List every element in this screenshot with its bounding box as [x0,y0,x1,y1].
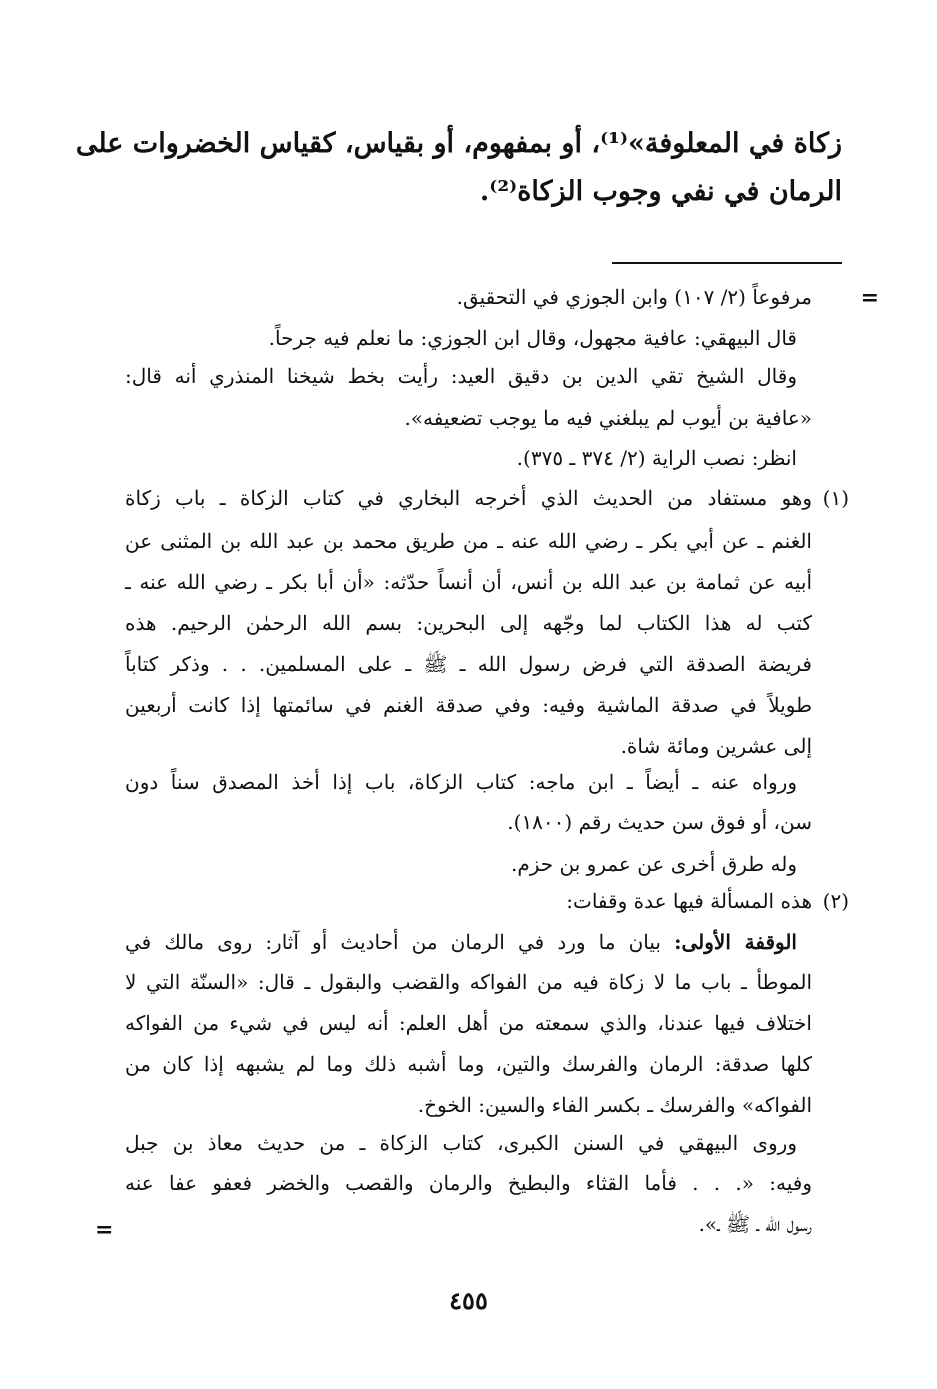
footnote-cont-line: انظر: نصب الراية (٢/ ٣٧٤ ـ ٣٧٥). [516,446,797,470]
footnote-1-line: كتب له هذا الكتاب لما وجّهه إلى البحرين: بسم الله الرحمٰن الرحيم. هذه [125,611,812,635]
footnote-2-line: الموطأ ـ باب ما لا زكاة فيه من الفواكه والقضب والبقول ـ قال: «السنّة التي لا [125,970,812,994]
footnote-1-line: إلى عشرين ومائة شاة. [620,734,812,758]
footnote-2-line: اختلاف فيها عندنا، والذي سمعته من أهل العلم: أنه ليس في شيء من الفواكه [125,1011,812,1035]
footnote-2-first-line [125,930,797,954]
footnote-2-intro: هذه المسألة فيها عدة وقفات: [566,889,812,913]
footnote-2-number: (٢) [822,889,849,913]
footnote-cont-line: قال البيهقي: عافية مجهول، وقال ابن الجوزي: ما نعلم فيه جرحاً. [268,326,797,350]
footnote-2-line: الفواكه» والفرسك ـ بكسر الفاء والسين: الخوخ. [417,1093,812,1117]
footnote-1-line: أبيه عن ثمامة بن عبد الله بن أنس، أن أنساً حدّثه: «أن أبا بكر ـ رضي الله عنه ـ [125,570,813,594]
footnote-1-line: سن، أو فوق سن حديث رقم (١٨٠٠). [507,810,812,834]
footnote-1-line: ورواه عنه ـ أيضاً ـ ابن ماجه: كتاب الزكاة، باب إذا أخذ المصدق سناً دون [125,770,797,794]
footnote-cont-line: مرفوعاً (٢/ ١٠٧) وابن الجوزي في التحقيق. [456,285,812,309]
main-text-line-1: زكاة في المعلوفة»⁽¹⁾، أو بمفهوم، أو بقياس، كقياس الخضروات على [75,128,842,159]
continuation-mark-top: = [860,285,879,311]
footnote-2-line: وروى البيهقي في السنن الكبرى، كتاب الزكاة ـ من حديث معاذ بن جبل [125,1131,797,1155]
footnote-1-line: وهو مستفاد من الحديث الذي أخرجه البخاري في كتاب الزكاة ـ باب زكاة [125,486,812,510]
footnote-separator [612,262,842,264]
footnote-2-bold-lead: الوقفة الأولى: [674,930,797,954]
footnote-2-line: بيان ما ورد في الرمان من أحاديث أو آثار: روى مالك في [125,930,661,954]
main-text-line-2: الرمان في نفي وجوب الزكاة⁽²⁾. [479,176,842,207]
page-number: ٤٥٥ [449,1286,488,1315]
footnote-cont-line: وقال الشيخ تقي الدين بن دقيق العيد: رأيت بخط شيخنا المنذري أنه قال: [125,364,797,388]
footnote-1-line: فريضة الصدقة التي فرض رسول الله ـ ﷺ ـ على المسلمين. . . وذكر كتاباً [125,652,812,676]
footnote-2-line: رسول الله ـ ﷺ ـ». [698,1212,812,1236]
continuation-mark-bottom: = [95,1217,114,1243]
footnote-2-line: كلها صدقة: الرمان والفرسك والتين، وما أشبه ذلك وما لم يشبهه إذا كان من [125,1052,812,1076]
footnote-1-line: الغنم ـ عن أبي بكر ـ رضي الله عنه ـ من طريق محمد بن عبد الله بن المثنى عن [125,529,812,553]
footnote-1-line: طويلاً في صدقة الماشية وفيه: وفي صدقة الغنم في سائمتها إذا كانت أربعين [125,693,812,717]
footnote-1-line: وله طرق أخرى عن عمرو بن حزم. [511,852,797,876]
footnote-2-line: وفيه: «. . . فأما القثاء والبطيخ والرمان والقصب والخضر فعفو عفا عنه [125,1171,812,1195]
footnote-cont-line: «عافية بن أيوب لم يبلغني فيه ما يوجب تضعيفه». [404,406,812,430]
footnote-1-number: (١) [822,486,849,510]
